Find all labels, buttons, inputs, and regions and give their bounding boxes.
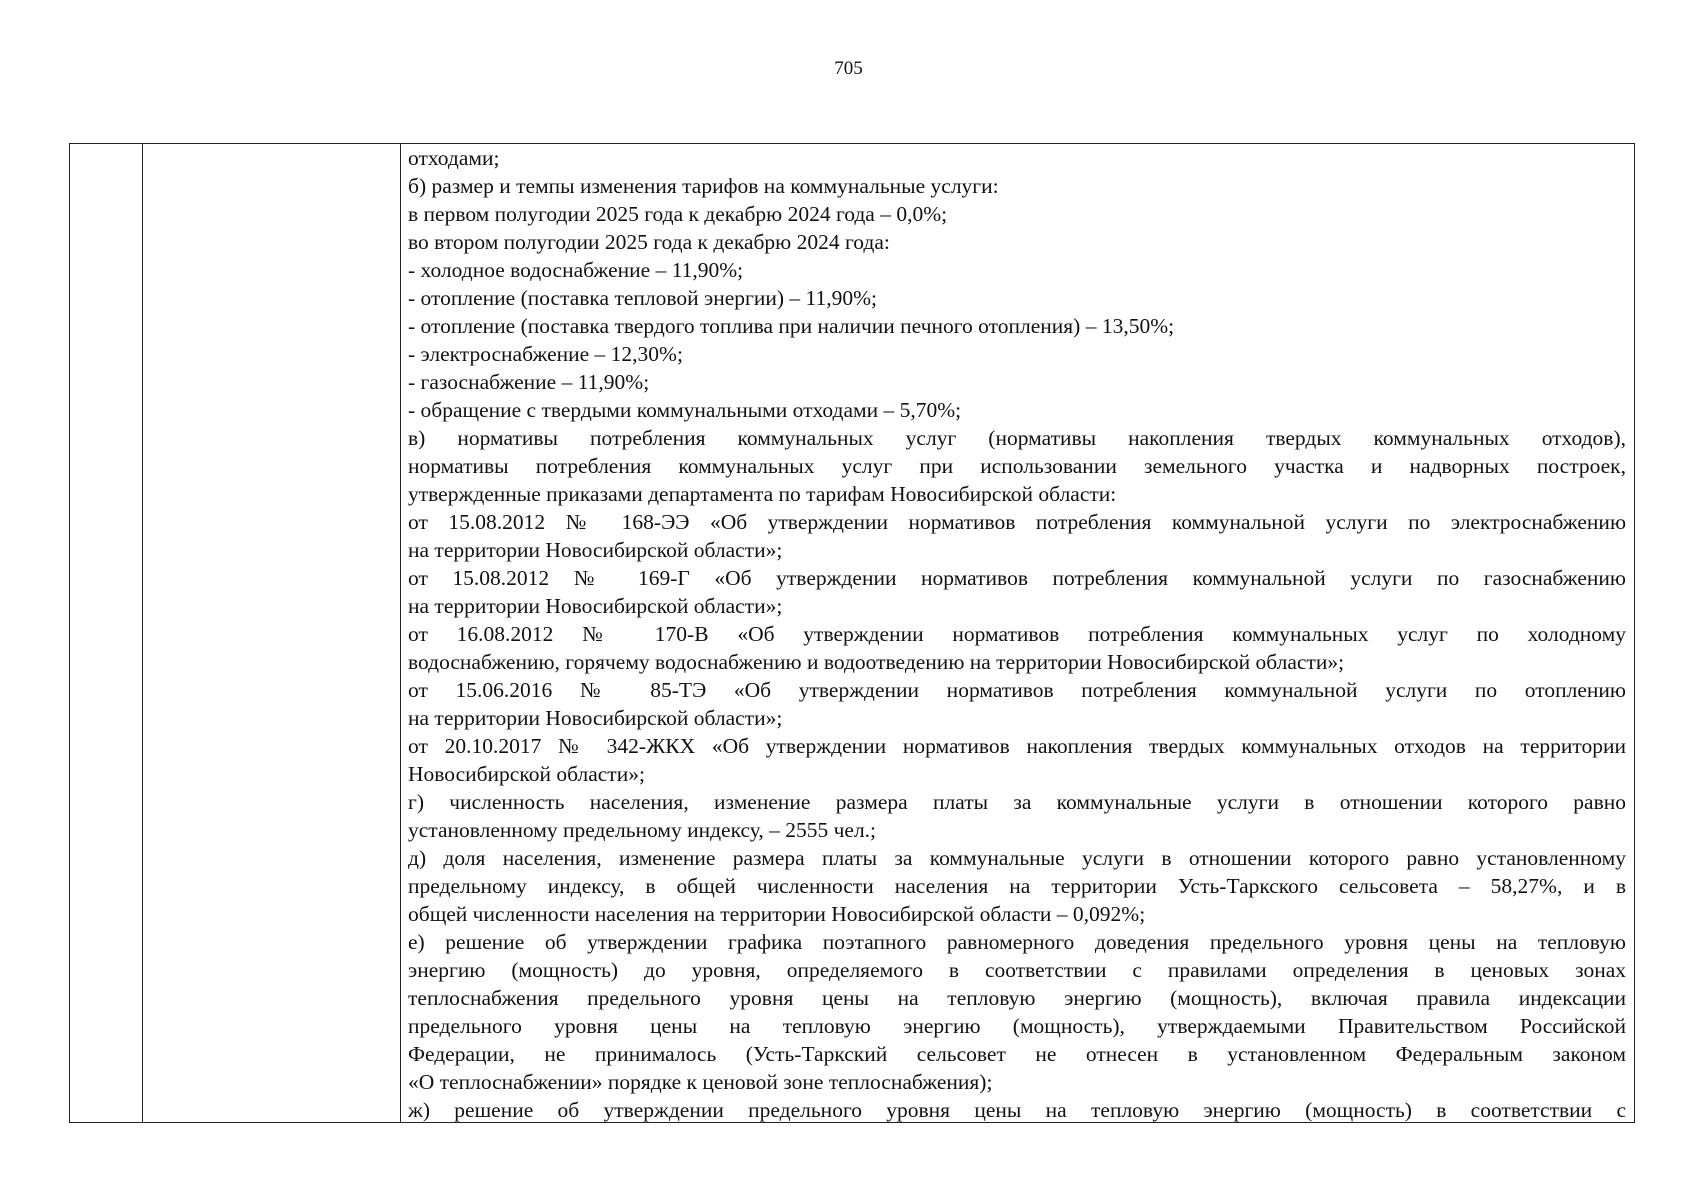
text-line: от 15.08.2012 № 168-ЭЭ «Об утверждении нормативов потребления коммунальной услуги по электроснабжению [408, 510, 1626, 534]
text-line: во втором полугодии 2025 года к декабрю 2024 года: [408, 230, 890, 254]
text-line: утвержденные приказами департамента по тарифам Новосибирской области: [408, 482, 1117, 506]
text-line: от 20.10.2017 № 342-ЖКХ «Об утверждении нормативов накопления твердых коммунальных отходов на территории [408, 734, 1626, 758]
text-line: от 15.06.2016 № 85-ТЭ «Об утверждении нормативов потребления коммунальной услуги по отоплению [408, 678, 1626, 702]
text-line: - электроснабжение – 12,30%; [408, 342, 683, 366]
text-line: е) решение об утверждении графика поэтапного равномерного доведения предельного уровня цены на тепловую [408, 930, 1626, 954]
text-line: предельному индексу, в общей численности населения на территории Усть-Таркского сельсовета – 58,27%, и в [408, 874, 1626, 898]
text-line: общей численности населения на территории Новосибирской области – 0,092%; [408, 902, 1146, 926]
text-line: теплоснабжения предельного уровня цены на тепловую энергию (мощность), включая правила индексации [408, 986, 1626, 1010]
text-line: водоснабжению, горячему водоснабжению и водоотведению на территории Новосибирской области»; [408, 650, 1345, 674]
table-column-content [401, 144, 1632, 1122]
page-number: 705 [834, 58, 863, 79]
text-line: - отопление (поставка твердого топлива при наличии печного отопления) – 13,50%; [408, 314, 1175, 338]
text-line: в первом полугодии 2025 года к декабрю 2024 года – 0,0%; [408, 202, 948, 226]
text-line: «О теплоснабжении» порядке к ценовой зоне теплоснабжения); [408, 1070, 993, 1094]
text-line: нормативы потребления коммунальных услуг при использовании земельного участка и надворных построек, [408, 454, 1626, 478]
text-line: - холодное водоснабжение – 11,90%; [408, 258, 744, 282]
text-line: д) доля населения, изменение размера платы за коммунальные услуги в отношении которого равно установленному [408, 846, 1626, 870]
text-line: на территории Новосибирской области»; [408, 538, 783, 562]
text-line: на территории Новосибирской области»; [408, 706, 783, 730]
text-line: - газоснабжение – 11,90%; [408, 370, 650, 394]
text-line: Новосибирской области»; [408, 762, 645, 786]
text-line: установленному предельному индексу, – 2555 чел.; [408, 818, 877, 842]
text-line: предельного уровня цены на тепловую энергию (мощность), утверждаемыми Правительством Российской [408, 1014, 1626, 1038]
document-table [69, 143, 1635, 1123]
table-column-number [70, 144, 143, 1122]
text-line: от 16.08.2012 № 170-В «Об утверждении нормативов потребления коммунальных услуг по холодному [408, 622, 1626, 646]
text-line: г) численность населения, изменение размера платы за коммунальные услуги в отношении которого равно [408, 790, 1626, 814]
text-line: в) нормативы потребления коммунальных услуг (нормативы накопления твердых коммунальных отходов), [408, 426, 1626, 450]
text-line: от 15.08.2012 № 169-Г «Об утверждении нормативов потребления коммунальной услуги по газоснабжению [408, 566, 1626, 590]
text-line: ж) решение об утверждении предельного уровня цены на тепловую энергию (мощность) в соответствии с [408, 1098, 1626, 1122]
text-line: отходами; [408, 146, 500, 170]
text-line: Федерации, не принималось (Усть-Таркский сельсовет не отнесен в установленном Федеральным законом [408, 1042, 1626, 1066]
text-line: - отопление (поставка тепловой энергии) – 11,90%; [408, 286, 877, 310]
text-line: энергию (мощность) до уровня, определяемого в соответствии с правилами определения в ценовых зонах [408, 958, 1626, 982]
text-line: на территории Новосибирской области»; [408, 594, 783, 618]
text-line: - обращение с твердыми коммунальными отходами – 5,70%; [408, 398, 962, 422]
text-line: б) размер и темпы изменения тарифов на коммунальные услуги: [408, 174, 999, 198]
table-column-name [143, 144, 401, 1122]
